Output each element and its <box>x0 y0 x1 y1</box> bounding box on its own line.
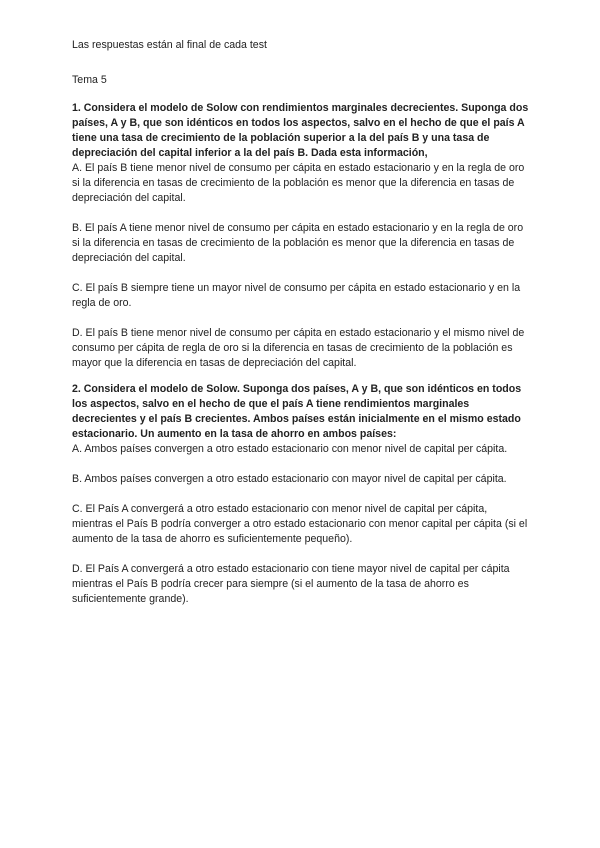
question-2-title: 2. Considera el modelo de Solow. Suponga dos países, A y B, que son idénticos en todos los aspectos, salvo en el hecho de que el país A tiene rendimientos marginales decrecientes y el país B crecientes. Ambos países están inicialmente en el mismo estado estacionario. Un aumento en la tasa de ahorro en ambos países: <box>72 383 522 440</box>
question-2-option-d: D. El País A convergerá a otro estado estacionario con tiene mayor nivel de capital per cápita mientras el País B podría crecer para siempre (si el aumento de la tasa de ahorro es suficientemente grande). <box>72 563 510 605</box>
question-1-option-a: A. El país B tiene menor nivel de consumo per cápita en estado estacionario y en la regla de oro si la diferencia en tasas de crecimiento de la población es menor que la diferencia en tasas de depreciación del capital. <box>72 162 525 204</box>
question-1-option-c: C. El país B siempre tiene un mayor nivel de consumo per cápita en estado estacionario y en la regla de oro. <box>72 282 521 309</box>
questions-list <box>72 101 530 607</box>
question-2-option-a: A. Ambos países convergen a otro estado estacionario con menor nivel de capital per cápita. <box>72 443 508 455</box>
question-2-option-b: B. Ambos países convergen a otro estado estacionario con mayor nivel de capital per cápita. <box>72 473 507 485</box>
question-1-title: 1. Considera el modelo de Solow con rendimientos marginales decrecientes. Suponga dos países, A y B, que son idénticos en todos los aspectos, salvo en el hecho de que el país A tiene una tasa de crecimiento de la población superior a la del país B y una tasa de depreciación del capital inferior a la del país B. Dada esta información, <box>72 102 529 159</box>
page-header: Las respuestas están al final de cada test <box>72 39 267 51</box>
question-2 <box>72 382 530 607</box>
section-title: Tema 5 <box>72 74 107 86</box>
question-1-option-b: B. El país A tiene menor nivel de consumo per cápita en estado estacionario y en la regla de oro si la diferencia en tasas de crecimiento de la población es menor que la diferencia en tasas de depreciación del capital. <box>72 222 524 264</box>
question-2-option-c: C. El País A convergerá a otro estado estacionario con menor nivel de capital per cápita, mientras el País B podría converger a otro estado estacionario con menor capital per cápita (si el aumento de la tasa de ahorro es suficientemente pequeño). <box>72 503 528 545</box>
question-1 <box>72 101 530 371</box>
question-1-option-d: D. El país B tiene menor nivel de consumo per cápita en estado estacionario y el mismo nivel de consumo per cápita de regla de oro si la diferencia en tasas de crecimiento de la población es mayor que la diferencia en tasas de depreciación del capital. <box>72 327 525 369</box>
